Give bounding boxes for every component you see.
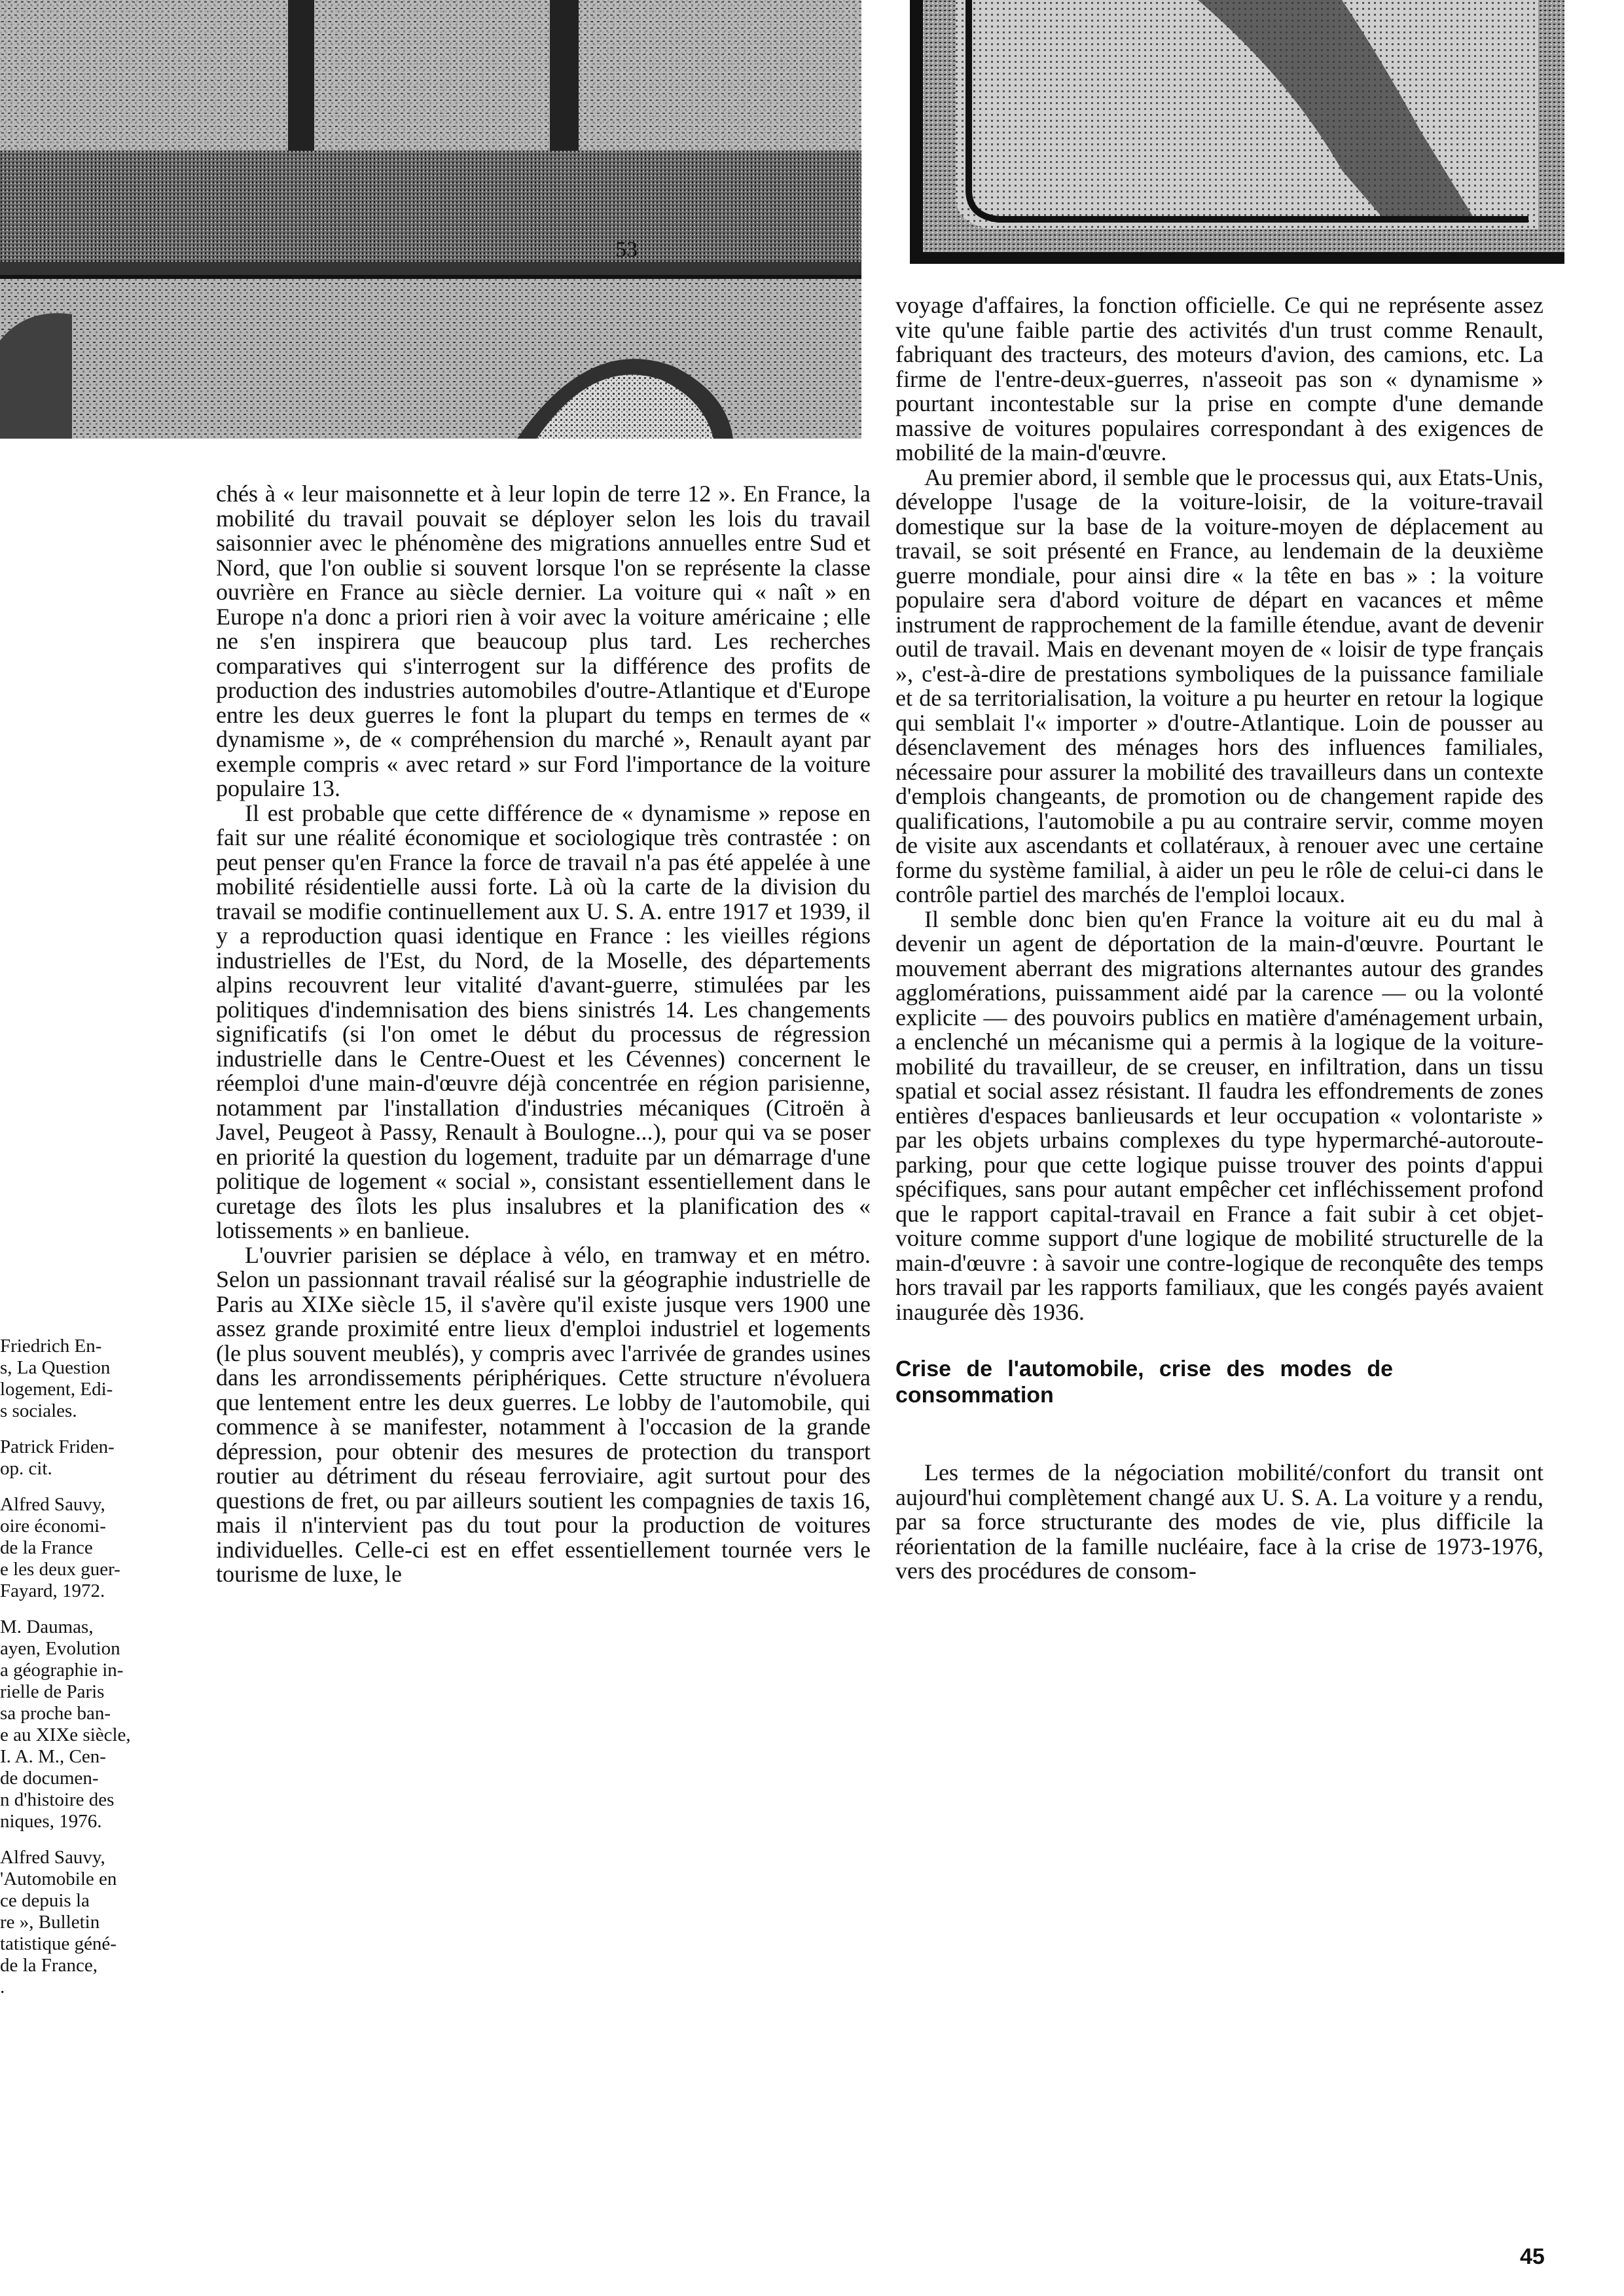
photo-crowd-bus-image: [0, 0, 861, 439]
photo-car-interior-image: [884, 0, 1624, 272]
middle-paragraph-1: chés à « leur maisonnette et à leur lopin de terre 12 ». En France, la mobilité du travail pouvait se déployer selon les lois du travail saisonnier avec le phénomène des migrations annuelles entre Sud et Nord, que l'on oublie si souvent lorsque l'on se représente la classe ouvrière en France au siècle dernier. La voiture qui « naît » en Europe n'a donc a priori rien à voir avec la voiture américaine ; elle ne s'en inspirera que beaucoup plus tard. Les recherches comparatives qui s'interrogent sur la différence des profits de production des industries automobiles d'outre-Atlantique et d'Europe entre les deux guerres le font la plupart du temps en termes de « dynamisme », de « compréhension du marché », Renault ayant par exemple compris « avec retard » sur Ford l'importance de la voiture populaire 13.: [216, 481, 871, 801]
note-15: M. Daumas, ayen, Evolution a géographie in- rielle de Paris sa proche ban- e au XIXe siècle, I. A. M., Cen- de documen- n d'histoire des niques, 1976.: [0, 1616, 131, 1832]
section-heading: Crise de l'automobile, crise des modes de consommation: [895, 1357, 1393, 1408]
note-12: Friedrich En- s, La Question logement, Edi- s sociales.: [0, 1336, 113, 1421]
middle-column: [216, 482, 871, 1587]
section-body: [895, 1461, 1543, 1584]
middle-paragraph-3: L'ouvrier parisien se déplace à vélo, en tramway et en métro. Selon un passionnant travail réalisé sur la géographie industrielle de Paris au XIXe siècle 15, il s'avère qu'il existe jusque vers 1900 une assez grande proximité entre lieux d'emploi industriel et logements (le plus souvent meublés), y compris avec l'arrivée de grandes usines dans les arrondissements périphériques. Cette structure n'évoluera que lentement entre les deux guerres. Le lobby de l'automobile, qui commence à se manifester, notamment à l'occasion de la grande dépression, pour obtenir des mesures de protection du transport routier au détriment du réseau ferroviaire, agit surtout pour des questions de fret, ou par ailleurs soutient les compagnies de taxis 16, mais il n'intervient pas du tout pour la production de voitures individuelles. Celle-ci est en effet essentiellement tournée vers le tourisme de luxe, le: [216, 1241, 871, 1587]
middle-paragraph-2: Il est probable que cette différence de « dynamisme » repose en fait sur une réalité économique et sociologique très contrastée : on peut penser qu'en France la force de travail n'a pas été appelée à une mobilité résidentielle aussi forte. Là où la carte de la division du travail se modifie continuellement aux U. S. A. entre 1917 et 1939, il y a reproduction quasi identique en France : les vieilles régions industrielles de l'Est, du Nord, de la Moselle, des départements alpins recouvrent leur vitalité d'avant-guerre, stimulées par les politiques d'indemnisation des biens sinistrés 14. Les changements significatifs (si l'on omet le début du processus de régression industrielle dans le Centre-Ouest et les Cévennes) concernent le réemploi d'une main-d'œuvre déjà concentrée en région parisienne, notamment par l'installation d'industries mécaniques (Citroën à Javel, Peugeot à Passy, Renault à Boulogne...), pour qui va se poser en priorité la question du logement, traduite par un démarrage d'une politique de logement « social », consistant essentiellement dans le curetage des îlots les plus insalubres et la planification des « lotissements » en banlieue.: [216, 799, 871, 1243]
photo-crowd-bus: [0, 0, 861, 439]
photo-car-interior: [884, 0, 1624, 272]
margin-notes: [0, 1336, 185, 2013]
right-paragraph-1: voyage d'affaires, la fonction officielle. Ce qui ne représente assez vite qu'une faible partie des activités d'un trust comme Renault, fabriquant des tracteurs, des moteurs d'avion, des camions, etc. La firme de l'entre-deux-guerres, n'asseoit pas son « dynamisme » pourtant incontestable sur la prise en compte d'une demande massive de voitures populaires correspondant à des exigences de mobilité de la main-d'œuvre.: [895, 292, 1543, 465]
photo-bus-number: 53: [615, 238, 638, 262]
right-column: [895, 293, 1543, 1584]
note-14: Alfred Sauvy, oire économi- de la France e les deux guer- Fayard, 1972.: [0, 1494, 120, 1601]
right-paragraph-3: Il semble donc bien qu'en France la voiture ait eu du mal à devenir un agent de déportation de la main-d'œuvre. Pourtant le mouvement aberrant des migrations alternantes autour des grandes agglomérations, puissamment aidé par la carence — ou la volonté explicite — des pouvoirs publics en matière d'aménagement urbain, a enclenché un mécanisme qui a permis à la logique de la voiture-mobilité du travailleur, de se creuser, en infiltration, dans un tissu spatial et social assez résistant. Il faudra les effondrements de zones entières d'espaces banlieusards et leur occupation « volontariste » par les objets urbains complexes du type hypermarché-autoroute-parking, pour que cette logique puisse trouver des points d'appui spécifiques, sans pour autant empêcher cet infléchissement profond que le rapport capital-travail en France a fait subir à cet objet-voiture comme support d'une logique de mobilité structurelle de la main-d'œuvre : à savoir une contre-logique de reconquête des temps hors travail par les rapports familiaux, que les congés payés avaient inaugurée dès 1936.: [895, 905, 1543, 1325]
page-number: 45: [1520, 2244, 1545, 2269]
note-16: Alfred Sauvy, 'Automobile en ce depuis la re », Bulletin tatistique géné- de la France, .: [0, 1847, 117, 1997]
section-paragraph-1: Les termes de la négociation mobilité/confort du transit ont aujourd'hui complètement changé aux U. S. A. La voiture y a rendu, par sa force structurante des modes de vie, plus difficile la réorientation de la famille nucléaire, face à la crise de 1973-1976, vers des procédures de consom-: [895, 1459, 1543, 1584]
right-paragraph-2: Au premier abord, il semble que le processus qui, aux Etats-Unis, développe l'usage de la voiture-loisir, de la voiture-travail domestique sur la base de la voiture-moyen de déplacement au travail, se soit présenté en France, au lendemain de la deuxième guerre mondiale, pour ainsi dire « la tête en bas » : la voiture populaire sera d'abord voiture de départ en vacances et même instrument de rapprochement de la famille étendue, avant de devenir outil de travail. Mais en devenant moyen de « loisir de type français », c'est-à-dire de prestations symboliques de la puissance familiale et de sa territorialisation, la voiture a pu heurter en retour la logique qui semblait l'« importer » d'outre-Atlantique. Loin de pousser au désenclavement des ménages hors des influences familiales, nécessaire pour assurer la mobilité des travailleurs dans un contexte d'emplois changeants, de promotion ou de changement rapide des qualifications, l'automobile a pu au contraire servir, comme moyen de visite aux ascendants et collatéraux, à renouer avec une certaine forme du système familial, à aider un peu le rôle de celui-ci dans le contrôle partiel des marchés de l'emploi locaux.: [895, 464, 1543, 907]
note-13: Patrick Friden- op. cit.: [0, 1436, 115, 1479]
